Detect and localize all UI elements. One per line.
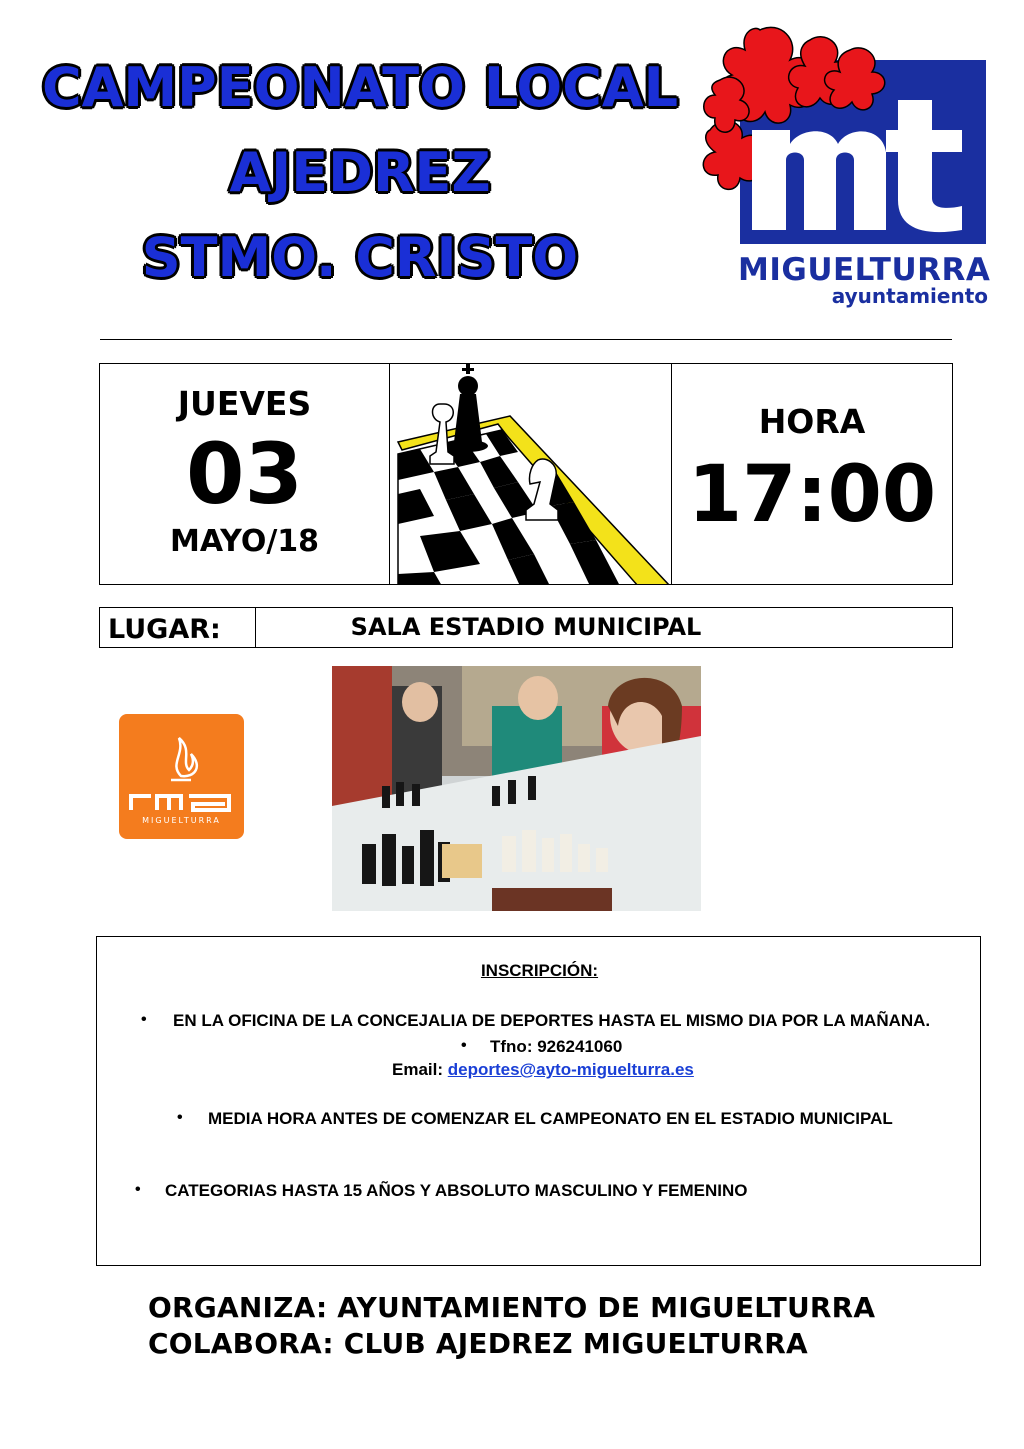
bullet-icon: • bbox=[177, 1109, 183, 1126]
registration-email-row bbox=[392, 1060, 694, 1080]
bullet-icon: • bbox=[135, 1181, 141, 1198]
chess-board-illustration bbox=[389, 363, 672, 585]
title-line-1: CAMPEONATO LOCAL bbox=[41, 56, 679, 119]
chessboard-icon bbox=[390, 364, 672, 585]
title-line-2: AJEDREZ bbox=[229, 141, 491, 204]
registration-item-office: EN LA OFICINA DE LA CONCEJALIA DE DEPORTES HASTA EL MISMO DIA POR LA MAÑANA. bbox=[173, 1011, 931, 1030]
location-value: SALA ESTADIO MUNICIPAL bbox=[350, 613, 702, 641]
registration-title: INSCRIPCIÓN: bbox=[480, 961, 599, 980]
bullet-icon: • bbox=[461, 1037, 467, 1054]
organizer-line: ORGANIZA: AYUNTAMIENTO DE MIGUELTURRA bbox=[148, 1291, 876, 1324]
email-label: Email: bbox=[392, 1060, 448, 1079]
location-row bbox=[99, 607, 953, 648]
collaborator-line: COLABORA: CLUB AJEDREZ MIGUELTURRA bbox=[148, 1327, 808, 1360]
registration-item-categories: CATEGORIAS HASTA 15 AÑOS Y ABSOLUTO MASCULINO Y FEMENINO bbox=[165, 1181, 748, 1200]
time-box bbox=[671, 363, 953, 585]
day-name: JUEVES bbox=[177, 384, 312, 423]
date-box bbox=[99, 363, 390, 585]
rma-logo bbox=[119, 714, 244, 839]
registration-phone: Tfno: 926241060 bbox=[490, 1037, 623, 1056]
rma-text: MIGUELTURRA bbox=[142, 816, 221, 825]
time-value: 17:00 bbox=[687, 450, 937, 540]
location-label: LUGAR: bbox=[100, 608, 256, 647]
logo-subtitle: ayuntamiento bbox=[831, 284, 988, 308]
time-label: HORA bbox=[758, 402, 866, 441]
logo-name: MIGUELTURRA bbox=[738, 252, 991, 288]
email-link[interactable]: deportes@ayto-miguelturra.es bbox=[447, 1060, 694, 1079]
divider bbox=[100, 339, 952, 340]
day-number: 03 bbox=[186, 425, 303, 523]
chess-players-photo bbox=[332, 666, 701, 911]
month-year: MAYO/18 bbox=[169, 524, 320, 559]
bullet-icon: • bbox=[141, 1011, 147, 1028]
registration-box bbox=[96, 936, 981, 1266]
registration-item-before: MEDIA HORA ANTES DE COMENZAR EL CAMPEONATO EN EL ESTADIO MUNICIPAL bbox=[208, 1109, 893, 1128]
title-line-3: STMO. CRISTO bbox=[141, 226, 579, 289]
